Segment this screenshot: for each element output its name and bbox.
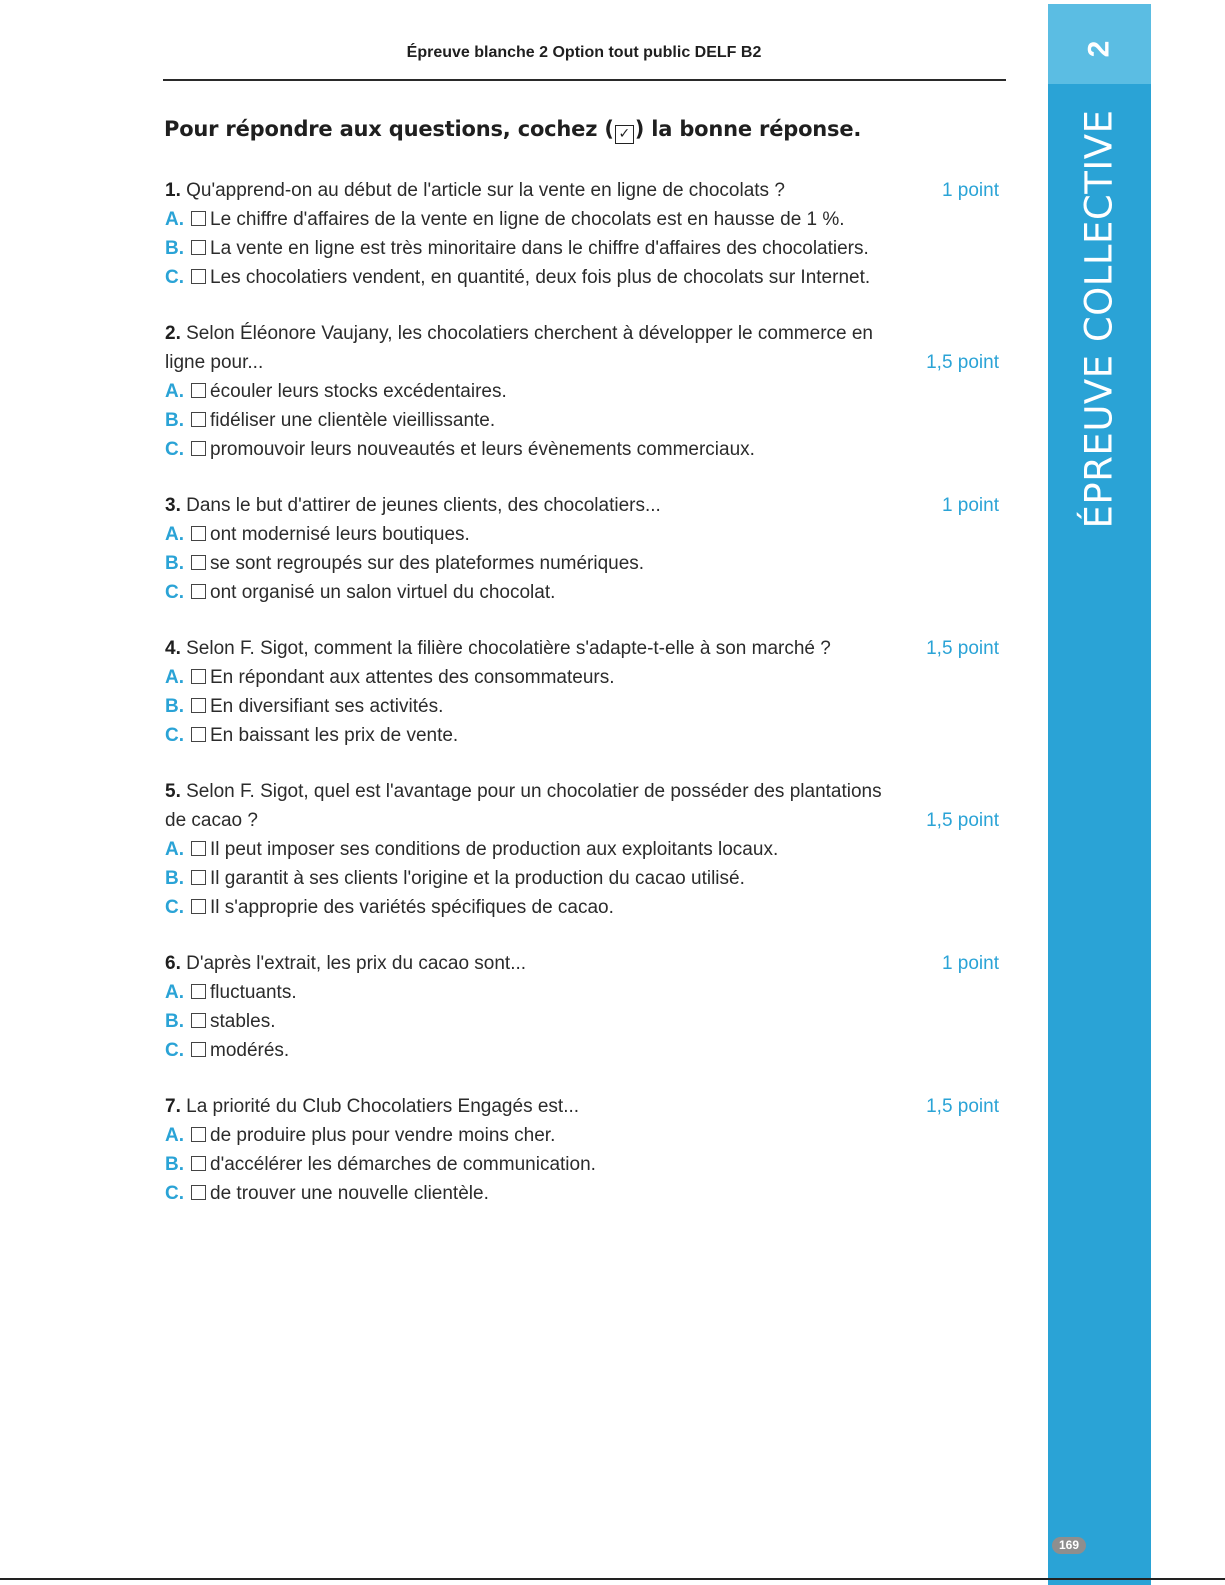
option-text: ont organisé un salon virtuel du chocolat. (210, 582, 556, 603)
option-text: ont modernisé leurs boutiques. (210, 524, 470, 545)
page-number: 169 (1052, 1537, 1086, 1554)
answer-checkbox[interactable] (191, 441, 206, 456)
answer-checkbox[interactable] (191, 1127, 206, 1142)
question-stem (165, 949, 905, 978)
answer-checkbox[interactable] (191, 727, 206, 742)
option-a (165, 835, 1005, 864)
answer-checkbox[interactable] (191, 555, 206, 570)
question-points: 1,5 point (926, 638, 999, 659)
option-text: de produire plus pour vendre moins cher. (210, 1125, 556, 1146)
answer-checkbox[interactable] (191, 211, 206, 226)
option-a (165, 1121, 1005, 1150)
question-text: Qu'apprend-on au début de l'article sur la vente en ligne de chocolats ? (180, 180, 785, 201)
question-header (165, 491, 1005, 520)
option-letter: A. (165, 1125, 184, 1146)
question-1 (165, 176, 1005, 292)
option-a (165, 663, 1005, 692)
question-text: Selon F. Sigot, quel est l'avantage pour un chocolatier de posséder des plantations de cacao ? (165, 781, 882, 831)
question-2 (165, 319, 1005, 464)
question-number: 7. (165, 1096, 181, 1117)
question-header (165, 777, 1005, 835)
answer-checkbox[interactable] (191, 698, 206, 713)
option-text: fluctuants. (210, 982, 297, 1003)
question-stem (165, 1092, 905, 1121)
option-c (165, 578, 1005, 607)
header-divider (163, 79, 1006, 81)
answer-checkbox[interactable] (191, 984, 206, 999)
question-5 (165, 777, 1005, 922)
option-text: modérés. (210, 1040, 290, 1061)
option-b (165, 549, 1005, 578)
answer-checkbox[interactable] (191, 1156, 206, 1171)
question-points: 1,5 point (926, 1096, 999, 1117)
question-number: 5. (165, 781, 181, 802)
option-text: La vente en ligne est très minoritaire dans le chiffre d'affaires des chocolatiers. (210, 238, 869, 259)
instruction-text-after: ) la bonne réponse. (634, 117, 862, 141)
question-header (165, 176, 1005, 205)
answer-checkbox[interactable] (191, 1042, 206, 1057)
option-letter: B. (165, 696, 184, 717)
question-text: Selon Éléonore Vaujany, les chocolatiers cherchent à développer le commerce en ligne pour... (165, 323, 873, 373)
option-letter: B. (165, 1011, 184, 1032)
question-points: 1,5 point (926, 810, 999, 831)
option-letter: C. (165, 267, 184, 288)
section-sidebar (1048, 4, 1151, 1585)
option-letter: C. (165, 897, 184, 918)
question-number: 4. (165, 638, 181, 659)
option-b (165, 1150, 1005, 1179)
option-text: fidéliser une clientèle vieillissante. (210, 410, 496, 431)
option-text: promouvoir leurs nouveautés et leurs évènements commerciaux. (210, 439, 755, 460)
question-number: 1. (165, 180, 181, 201)
option-text: En répondant aux attentes des consommateurs. (210, 667, 615, 688)
option-c (165, 435, 1005, 464)
answer-checkbox[interactable] (191, 269, 206, 284)
answer-checkbox[interactable] (191, 899, 206, 914)
option-letter: A. (165, 982, 184, 1003)
sidebar-number-block (1048, 4, 1151, 84)
question-3 (165, 491, 1005, 607)
question-stem (165, 176, 905, 205)
question-7 (165, 1092, 1005, 1208)
answer-checkbox[interactable] (191, 669, 206, 684)
question-points: 1 point (941, 495, 999, 516)
answer-checkbox[interactable] (191, 412, 206, 427)
question-stem (165, 491, 905, 520)
option-c (165, 1179, 1005, 1208)
option-c (165, 263, 1005, 292)
question-points: 1,5 point (926, 352, 999, 373)
question-header (165, 634, 1005, 663)
option-text: En diversifiant ses activités. (210, 696, 444, 717)
question-number: 6. (165, 953, 181, 974)
question-header (165, 1092, 1005, 1121)
option-letter: C. (165, 1040, 184, 1061)
question-4 (165, 634, 1005, 750)
question-text: Selon F. Sigot, comment la filière chocolatière s'adapte-t-elle à son marché ? (180, 638, 831, 659)
option-letter: C. (165, 1183, 184, 1204)
sidebar-number: 2 (1082, 40, 1116, 58)
option-text: Il garantit à ses clients l'origine et la production du cacao utilisé. (210, 868, 745, 889)
option-b (165, 692, 1005, 721)
page-bottom-edge (0, 1578, 1225, 1580)
answer-checkbox[interactable] (191, 1185, 206, 1200)
option-letter: C. (165, 439, 184, 460)
option-letter: B. (165, 238, 184, 259)
option-c (165, 893, 1005, 922)
question-text: D'après l'extrait, les prix du cacao sont... (180, 953, 527, 974)
option-text: de trouver une nouvelle clientèle. (210, 1183, 489, 1204)
answer-checkbox[interactable] (191, 841, 206, 856)
question-header (165, 319, 1005, 377)
option-b (165, 406, 1005, 435)
option-b (165, 234, 1005, 263)
option-text: Le chiffre d'affaires de la vente en ligne de chocolats est en hausse de 1 %. (210, 209, 845, 230)
question-text: La priorité du Club Chocolatiers Engagés est... (180, 1096, 580, 1117)
option-letter: B. (165, 410, 184, 431)
option-letter: B. (165, 868, 184, 889)
question-points: 1 point (941, 953, 999, 974)
option-text: Les chocolatiers vendent, en quantité, deux fois plus de chocolats sur Internet. (210, 267, 871, 288)
question-stem (165, 634, 905, 663)
question-list (165, 176, 1005, 1235)
answer-checkbox[interactable] (191, 240, 206, 255)
option-text: stables. (210, 1011, 276, 1032)
option-letter: C. (165, 582, 184, 603)
option-text: d'accélérer les démarches de communication. (210, 1154, 596, 1175)
option-a (165, 377, 1005, 406)
option-a (165, 205, 1005, 234)
answer-checkbox[interactable] (191, 383, 206, 398)
option-text: Il peut imposer ses conditions de production aux exploitants locaux. (210, 839, 779, 860)
option-c (165, 1036, 1005, 1065)
option-text: écouler leurs stocks excédentaires. (210, 381, 507, 402)
question-stem (165, 777, 905, 835)
answer-checkbox[interactable] (191, 1013, 206, 1028)
option-letter: C. (165, 725, 184, 746)
option-b (165, 864, 1005, 893)
option-letter: A. (165, 381, 184, 402)
answer-checkbox[interactable] (191, 526, 206, 541)
question-stem (165, 319, 905, 377)
question-number: 3. (165, 495, 181, 516)
option-text: se sont regroupés sur des plateformes numériques. (210, 553, 645, 574)
option-letter: A. (165, 524, 184, 545)
instruction (164, 117, 861, 144)
option-letter: A. (165, 667, 184, 688)
question-text: Dans le but d'attirer de jeunes clients, des chocolatiers... (180, 495, 661, 516)
sidebar-label: ÉPREUVE COLLECTIVE (1077, 109, 1121, 529)
answer-checkbox[interactable] (191, 584, 206, 599)
option-c (165, 721, 1005, 750)
option-letter: B. (165, 1154, 184, 1175)
instruction-text-before: Pour répondre aux questions, cochez ( (164, 117, 614, 141)
option-letter: B. (165, 553, 184, 574)
option-text: En baissant les prix de vente. (210, 725, 459, 746)
option-b (165, 1007, 1005, 1036)
option-letter: A. (165, 209, 184, 230)
answer-checkbox[interactable] (191, 870, 206, 885)
option-text: Il s'approprie des variétés spécifiques de cacao. (210, 897, 614, 918)
question-points: 1 point (941, 180, 999, 201)
question-6 (165, 949, 1005, 1065)
option-a (165, 978, 1005, 1007)
checkbox-checked-icon: ✓ (615, 125, 634, 144)
option-letter: A. (165, 839, 184, 860)
page-header-title: Épreuve blanche 2 Option tout public DELF B2 (406, 44, 762, 61)
question-header (165, 949, 1005, 978)
question-number: 2. (165, 323, 181, 344)
option-a (165, 520, 1005, 549)
